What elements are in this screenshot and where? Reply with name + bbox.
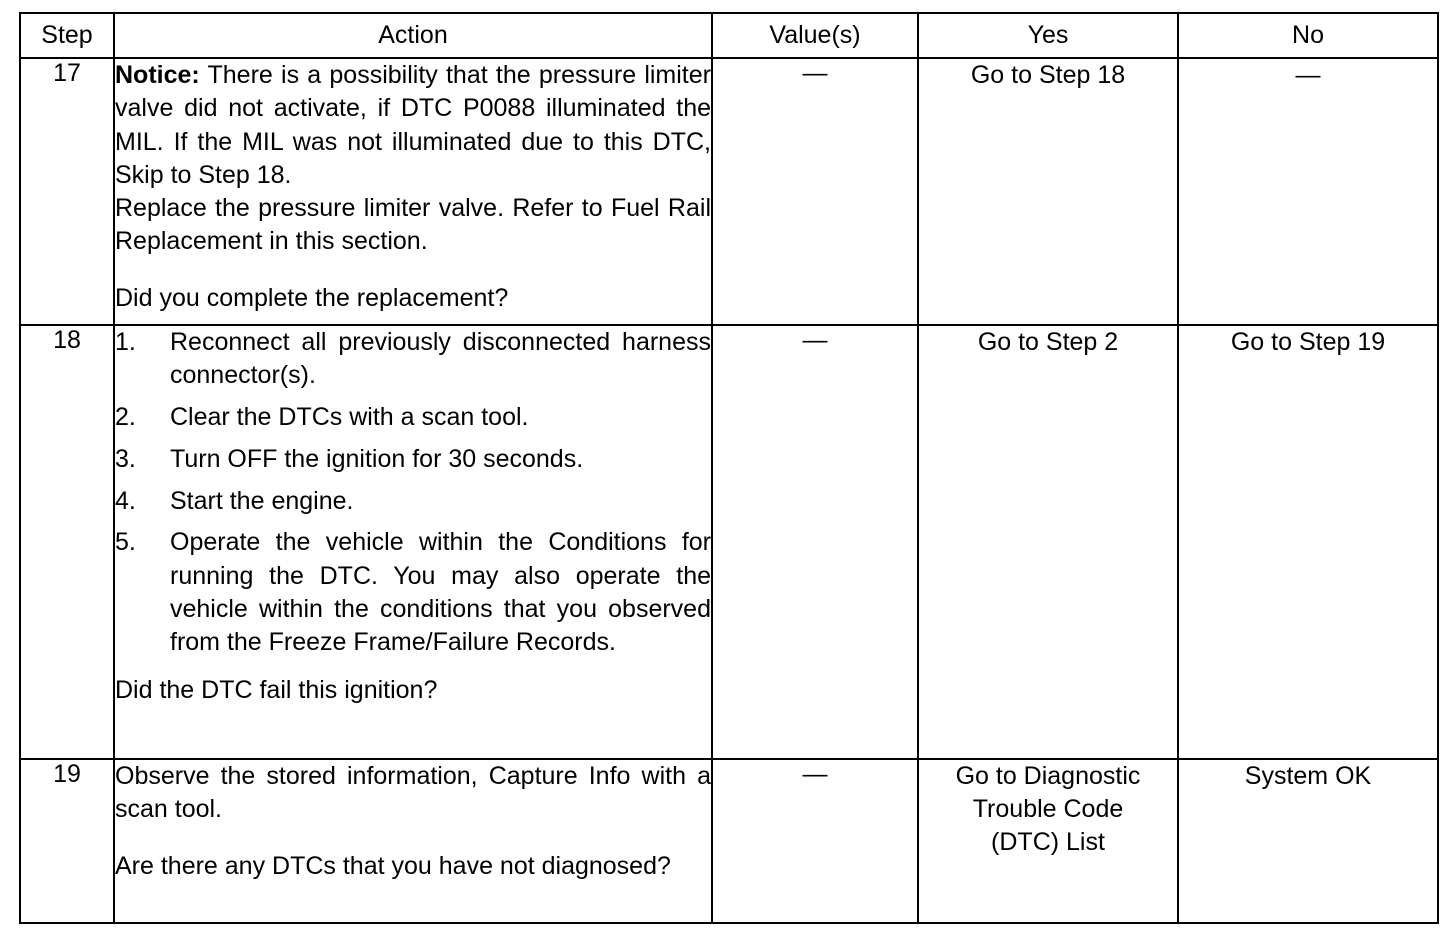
list-item — [115, 443, 711, 476]
action-cell — [114, 58, 712, 325]
header-action: Action — [114, 13, 712, 58]
yes-cell: Go to Step 18 — [918, 58, 1178, 325]
yes-cell: Go to Diagnostic Trouble Code (DTC) List — [918, 759, 1178, 923]
question-text: Are there any DTCs that you have not diagnosed? — [115, 851, 671, 880]
list-item — [115, 401, 711, 434]
list-item-number: 3. — [115, 444, 136, 473]
action-cell — [114, 759, 712, 923]
header-no: No — [1178, 13, 1438, 58]
list-item-number: 1. — [115, 328, 136, 356]
instruction-text: Observe the stored information, Capture Info with a scan tool. — [115, 762, 711, 824]
question-text: Did the DTC fail this ignition? — [115, 675, 438, 704]
step-number: 18 — [20, 325, 114, 759]
notice-paragraph — [115, 59, 711, 192]
step-list — [115, 326, 711, 660]
value-cell: — — [712, 759, 918, 923]
list-item-text: Operate the vehicle within the Conditions for running the DTC. You may also operate the vehicle within the conditions that you observed from the Freeze Frame/Failure Records. — [170, 528, 711, 657]
header-row — [20, 13, 1438, 58]
list-item-number: 5. — [115, 528, 136, 557]
list-item — [115, 526, 711, 659]
no-cell: System OK — [1178, 759, 1438, 923]
table-row-step-17 — [20, 58, 1438, 325]
list-item-text: Reconnect all previously disconnected harness connector(s). — [170, 328, 711, 390]
list-item — [115, 326, 711, 393]
header-yes: Yes — [918, 13, 1178, 58]
action-cell — [114, 325, 712, 759]
list-item-text: Start the engine. — [170, 486, 354, 515]
list-item-number: 2. — [115, 403, 136, 432]
diagnostic-table — [19, 12, 1439, 924]
header-values: Value(s) — [712, 13, 918, 58]
question-text: Did you complete the replacement? — [115, 283, 509, 312]
step-number: 19 — [20, 759, 114, 923]
table-row-step-18 — [20, 325, 1438, 759]
notice-text: There is a possibility that the pressure limiter valve did not activate, if DTC P0088 illuminated the MIL. If the MIL was not illuminated due to this DTC, Skip to Step 18. — [115, 61, 711, 189]
no-cell: Go to Step 19 — [1178, 325, 1438, 759]
list-item-text: Clear the DTCs with a scan tool. — [170, 403, 529, 432]
value-cell: — — [712, 325, 918, 759]
notice-label: Notice: — [115, 61, 200, 89]
list-item — [115, 485, 711, 518]
yes-cell: Go to Step 2 — [918, 325, 1178, 759]
step-number: 17 — [20, 58, 114, 325]
header-step: Step — [20, 13, 114, 58]
value-cell: — — [712, 58, 918, 325]
no-cell: — — [1178, 58, 1438, 325]
table-row-step-19 — [20, 759, 1438, 923]
list-item-text: Turn OFF the ignition for 30 seconds. — [170, 444, 584, 473]
instruction-text: Replace the pressure limiter valve. Refer to Fuel Rail Replacement in this section. — [115, 194, 711, 256]
list-item-number: 4. — [115, 486, 136, 515]
